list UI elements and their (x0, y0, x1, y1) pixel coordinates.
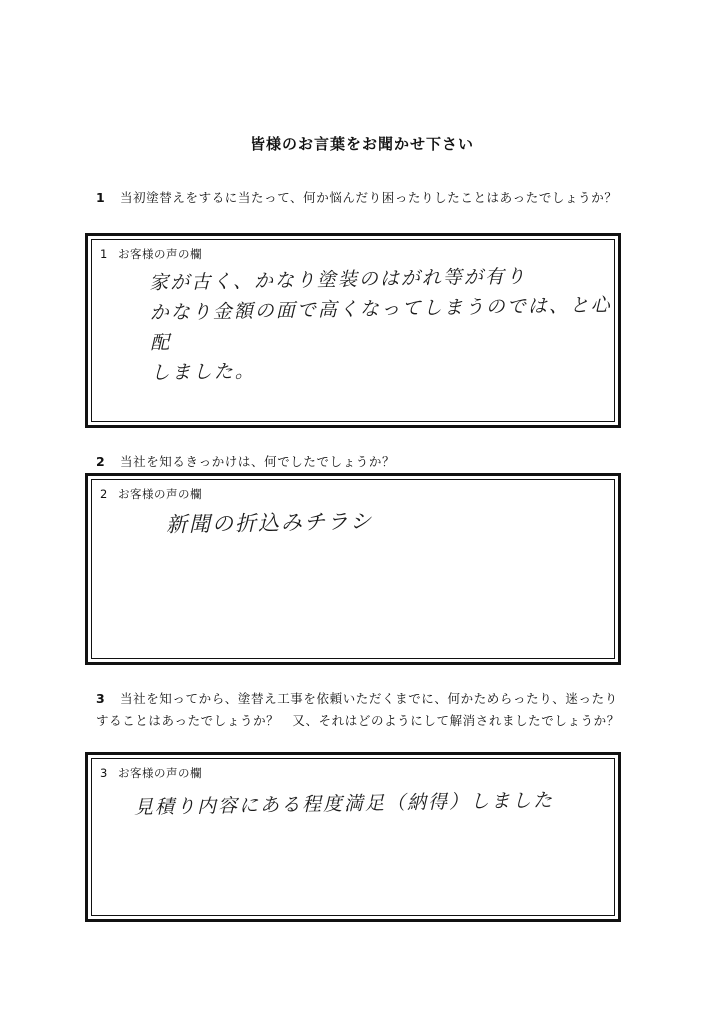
question-2 (96, 451, 626, 473)
question-text: 当社を知ってから、塗替え工事を依頼いただくまでに、何かためらったり、迷ったりすることはあったでしょうか？ 又、それはどのようにして解消されましたでしょうか？ (96, 691, 620, 728)
box-label-text: お客様の声の欄 (118, 766, 202, 780)
handwritten-answer: 家が古く、かなり塗装のはがれ等が有り かなり金額の面で高くなってしまうのでは、と心配 しました。 (149, 265, 612, 385)
answer-box-3 (85, 752, 621, 922)
question-number: 1 (96, 190, 106, 205)
answer-box-label (100, 246, 202, 262)
answer-box-inner (91, 239, 615, 422)
box-label-text: お客様の声の欄 (118, 487, 202, 501)
question-number: 2 (96, 454, 106, 469)
question-text: 当初塗替えをするに当たって、何か悩んだり困ったりしたことはあったでしょうか？ (120, 190, 618, 205)
answer-box-2 (85, 473, 621, 665)
answer-box-inner (91, 479, 615, 659)
question-number: 3 (96, 691, 106, 706)
answer-box-label (100, 765, 202, 781)
handwritten-answer: 新聞の折込みチラシ (165, 509, 374, 537)
box-label-number: 1 (100, 247, 108, 261)
box-label-number: 2 (100, 487, 108, 501)
box-label-number: 3 (100, 766, 108, 780)
question-3 (96, 688, 626, 732)
box-label-text: お客様の声の欄 (118, 247, 202, 261)
answer-box-label (100, 486, 202, 502)
handwritten-answer: 見積り内容にある程度満足（納得）しました (133, 789, 555, 819)
answer-box-inner (91, 758, 615, 916)
question-1 (96, 187, 626, 209)
survey-title: 皆様のお言葉をお聞かせ下さい (249, 135, 474, 153)
question-text: 当社を知るきっかけは、何でしたでしょうか？ (120, 454, 396, 469)
answer-box-1 (85, 233, 621, 428)
